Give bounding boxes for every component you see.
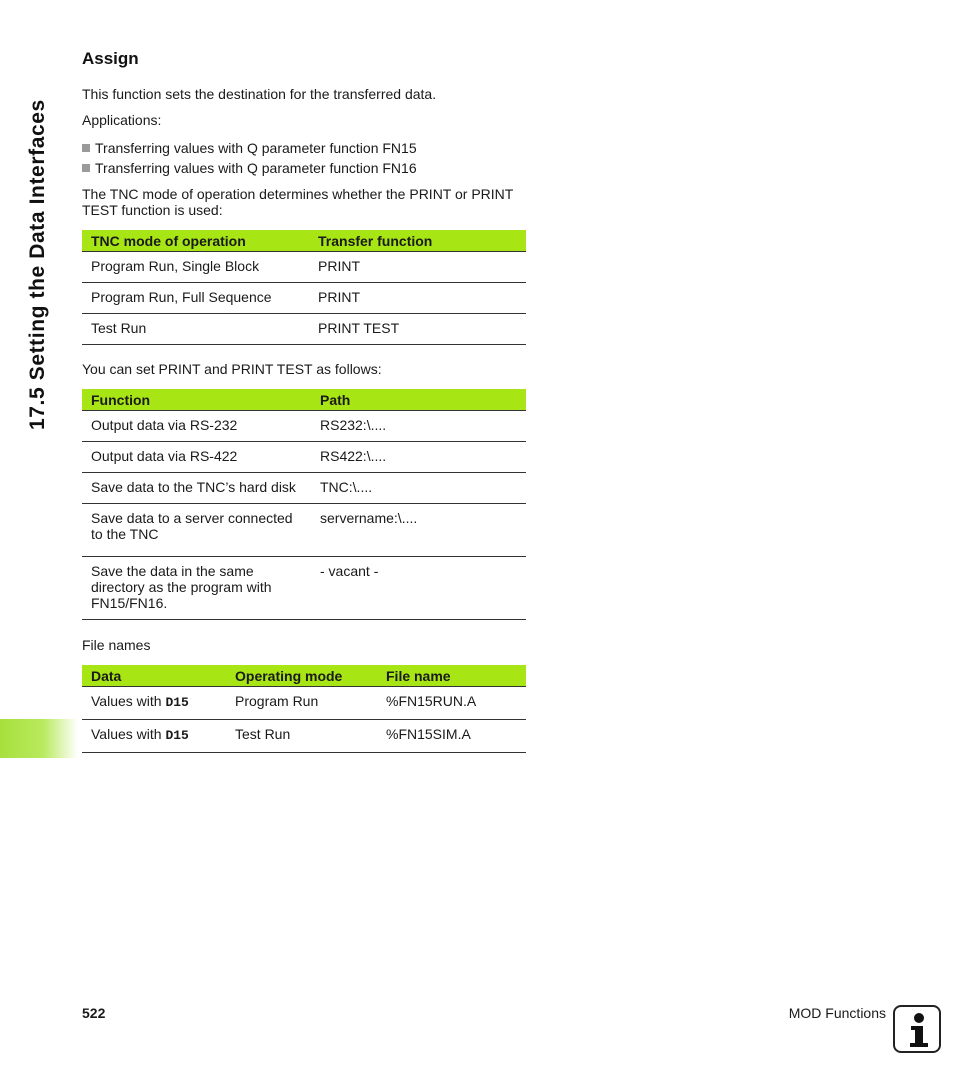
chapter-footer-title: MOD Functions (788, 1005, 886, 1021)
applications-list (82, 138, 526, 178)
table-cell: Test Run (226, 720, 377, 753)
table-cell: Program Run, Single Block (82, 252, 309, 283)
table-header-row (82, 665, 526, 687)
table-row (82, 314, 526, 345)
table-row (82, 557, 526, 620)
table-cell: servername:\.... (311, 504, 526, 557)
side-title-text: 17.5 Setting the Data Interfaces (26, 99, 49, 430)
table-cell: Values with D15 (82, 687, 226, 720)
table-row (82, 252, 526, 283)
table-cell: Program Run, Full Sequence (82, 283, 309, 314)
table-row (82, 411, 526, 442)
table-row (82, 473, 526, 504)
table-cell: PRINT (309, 252, 526, 283)
table-header-row (82, 389, 526, 411)
table-cell: PRINT TEST (309, 314, 526, 345)
column-header: Function (82, 389, 311, 411)
column-header: Operating mode (226, 665, 377, 687)
chapter-tab-marker (0, 719, 78, 758)
table-cell: PRINT (309, 283, 526, 314)
table-row (82, 442, 526, 473)
mode-paragraph: The TNC mode of operation determines whether the PRINT or PRINT TEST function is used: (82, 186, 514, 218)
list-item: Transferring values with Q parameter function FN15 (82, 138, 526, 158)
code-token: D15 (165, 695, 189, 710)
column-header: Data (82, 665, 226, 687)
table-cell: Values with D15 (82, 720, 226, 753)
table-row (82, 504, 526, 557)
info-icon (893, 1005, 941, 1053)
bullet-square-icon (82, 164, 90, 172)
table-cell: Save the data in the same directory as the program with FN15/FN16. (82, 557, 311, 620)
main-content (82, 48, 526, 753)
table-cell: Save data to a server connected to the TNC (82, 504, 311, 557)
table-row (82, 283, 526, 314)
column-header: Path (311, 389, 526, 411)
table-cell: RS422:\.... (311, 442, 526, 473)
file-names-label: File names (82, 637, 151, 653)
table-cell: Output data via RS-422 (82, 442, 311, 473)
table-cell: Test Run (82, 314, 309, 345)
column-header: Transfer function (309, 230, 526, 252)
intro-paragraph: This function sets the destination for the transferred data. (82, 86, 437, 102)
chapter-side-title (22, 50, 62, 440)
table-row (82, 687, 526, 720)
table-cell: %FN15SIM.A (377, 720, 526, 753)
table-header-row (82, 230, 526, 252)
table-cell: TNC:\.... (311, 473, 526, 504)
page-number: 522 (82, 1005, 106, 1021)
applications-label: Applications: (82, 112, 162, 128)
column-header: File name (377, 665, 526, 687)
table-cell: Output data via RS-232 (82, 411, 311, 442)
table-row (82, 720, 526, 753)
table-cell: Save data to the TNC’s hard disk (82, 473, 311, 504)
table-cell: - vacant - (311, 557, 526, 620)
column-header: TNC mode of operation (82, 230, 309, 252)
table-cell: Program Run (226, 687, 377, 720)
bullet-square-icon (82, 144, 90, 152)
file-names-table (82, 665, 526, 753)
table-cell: %FN15RUN.A (377, 687, 526, 720)
code-token: D15 (165, 728, 189, 743)
mode-table (82, 230, 526, 345)
table-cell: RS232:\.... (311, 411, 526, 442)
list-item: Transferring values with Q parameter function FN16 (82, 158, 526, 178)
path-table (82, 389, 526, 620)
section-title: Assign (82, 49, 139, 68)
set-paragraph: You can set PRINT and PRINT TEST as follows: (82, 361, 382, 377)
